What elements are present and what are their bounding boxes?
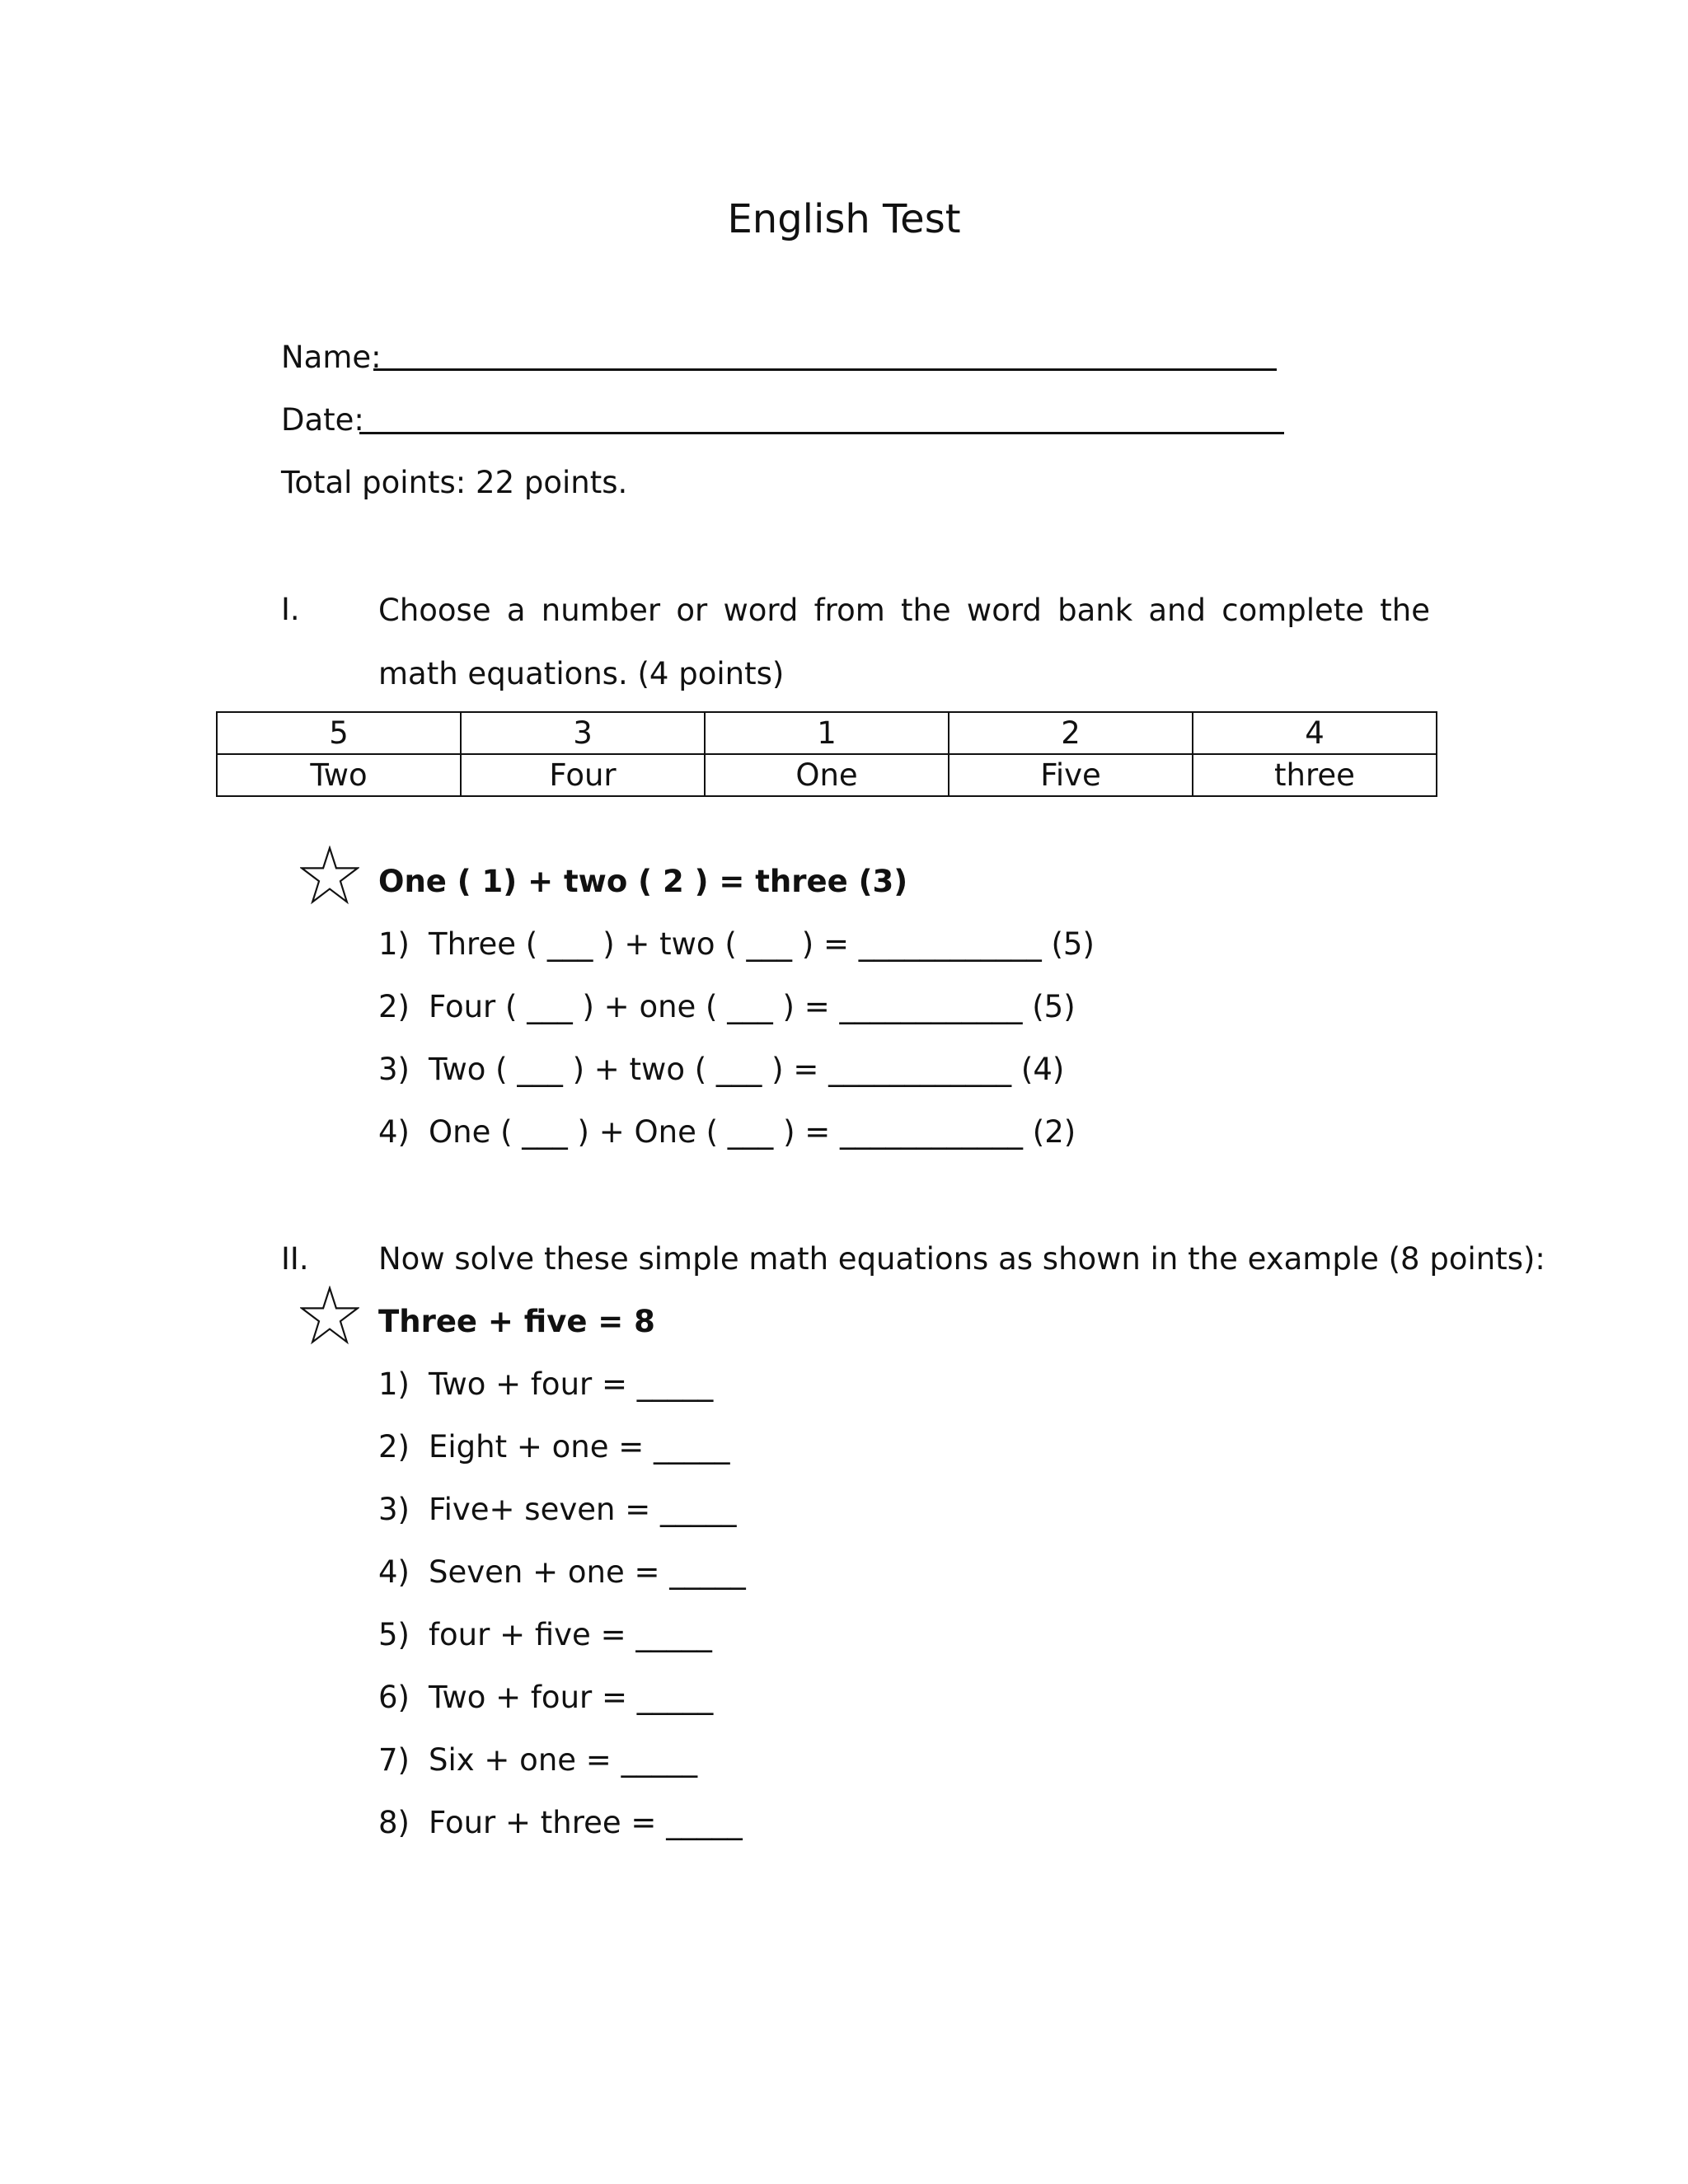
word-bank-cell: 5 xyxy=(217,712,461,754)
total-points: Total points: 22 points. xyxy=(281,465,628,500)
equation-item: Three ( ___ ) + two ( ___ ) = ____________ (5) xyxy=(429,926,1095,962)
equation-item: Four ( ___ ) + one ( ___ ) = ____________ (5) xyxy=(429,989,1076,1024)
section-2-example: Three + five = 8 xyxy=(378,1304,655,1339)
word-bank-cell: One xyxy=(705,754,949,796)
section-1-number: I. xyxy=(281,592,300,627)
item-number: 1) xyxy=(378,1366,410,1402)
item-number: 8) xyxy=(378,1805,410,1840)
section-2-number: II. xyxy=(281,1241,309,1277)
equation-item: Two + four = _____ xyxy=(429,1366,714,1402)
date-field-line[interactable] xyxy=(359,432,1284,434)
equation-item: Four + three = _____ xyxy=(429,1805,743,1840)
item-number: 1) xyxy=(378,926,410,962)
star-icon xyxy=(300,1286,359,1345)
word-bank-cell: 2 xyxy=(949,712,1193,754)
word-bank-cell: three xyxy=(1193,754,1437,796)
equation-item: Two ( ___ ) + two ( ___ ) = ____________ (4) xyxy=(429,1052,1065,1087)
word-bank-cell: 4 xyxy=(1193,712,1437,754)
equation-item: One ( ___ ) + One ( ___ ) = ____________ (2) xyxy=(429,1114,1076,1150)
word-bank-cell: Five xyxy=(949,754,1193,796)
item-number: 5) xyxy=(378,1617,410,1652)
word-bank-cell: 3 xyxy=(461,712,705,754)
section-1-example: One ( 1) + two ( 2 ) = three (3) xyxy=(378,864,908,899)
word-bank-words-row xyxy=(217,754,1437,796)
date-label: Date: xyxy=(281,402,364,438)
equation-item: Eight + one = _____ xyxy=(429,1429,730,1465)
equation-item: Two + four = _____ xyxy=(429,1680,714,1715)
word-bank-cell: 1 xyxy=(705,712,949,754)
word-bank-cell: Four xyxy=(461,754,705,796)
item-number: 6) xyxy=(378,1680,410,1715)
item-number: 3) xyxy=(378,1492,410,1527)
item-number: 3) xyxy=(378,1052,410,1087)
equation-item: Seven + one = _____ xyxy=(429,1554,746,1590)
section-1-instructions: Choose a number or word from the word bank and complete the math equations. (4 points) xyxy=(378,593,1430,691)
equation-item: Five+ seven = _____ xyxy=(429,1492,737,1527)
section-2-instructions: Now solve these simple math equations as shown in the example (8 points): xyxy=(378,1241,1545,1277)
item-number: 4) xyxy=(378,1554,410,1590)
equation-item: Six + one = _____ xyxy=(429,1742,698,1778)
word-bank-numbers-row xyxy=(217,712,1437,754)
name-field-line[interactable] xyxy=(373,368,1277,371)
equation-item: four + five = _____ xyxy=(429,1617,712,1652)
item-number: 2) xyxy=(378,1429,410,1465)
item-number: 7) xyxy=(378,1742,410,1778)
item-number: 2) xyxy=(378,989,410,1024)
item-number: 4) xyxy=(378,1114,410,1150)
word-bank-cell: Two xyxy=(217,754,461,796)
word-bank-table xyxy=(216,711,1437,797)
name-label: Name: xyxy=(281,340,382,375)
star-icon xyxy=(300,846,359,905)
page-title: English Test xyxy=(727,196,961,242)
